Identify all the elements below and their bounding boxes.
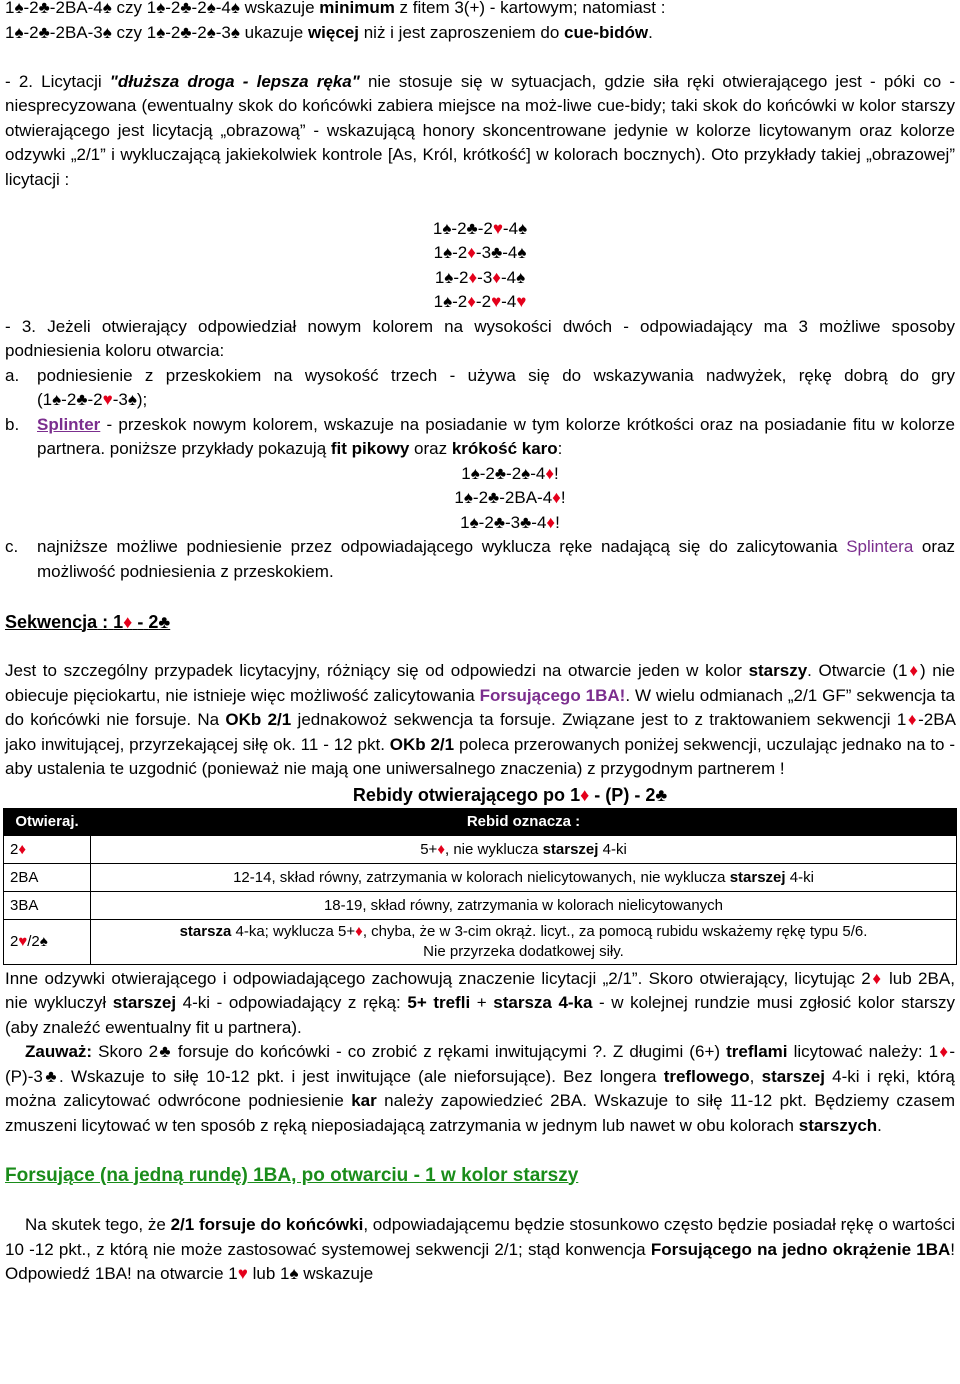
table-header-row [4,808,957,835]
point-2-paragraph: - 2. Licytacji "dłuższa droga - lepsza ręka" nie stosuje się w sytuacjach, gdzie siła ręki otwierającego jest - póki co - niesprecyzowana (ewentualny skok do końcówki zabiera miejsce na moż-liwe cue-bidy; taki skok do końcówki w kolor starszy otwierającego jest licytacją „obrazową” - wskazującą honory skoncentrowane jedynie w kolorze licytowanym oraz kolorze odzywki „2/1” i wykluczającą jakiekolwiek kontrole [As, Król, krótkość] w kolorach bocznych). Oto przykłady takiej „obrazowej” licytacji : [5,71,955,189]
meaning-cell: 12-14, skład równy, zatrzymania w kolorach nielicytowanych, nie wyklucza starszej 4-ki [91,863,957,891]
meaning-cell: starsza 4-ka; wyklucza 5+♦, chyba, że w 3-cim okrąż. licyt., za pomocą rubidu wskażemy rękę typu 5/6. Nie przyrzeka dodatkowej siły. [91,919,957,964]
heart-suit-icon: ♥ [18,933,28,950]
diamond-suit-icon: ♦ [546,512,556,532]
table-title: Rebidy otwierającego po 1♦ - (P) - 2♣ [352,784,668,805]
point-3-a: a. podniesienie z przeskokiem na wysokość trzech - używa się do wskazywania nadwyżek, rękę dobrą do gry (1♠-2♣-2♥-3♠); [5,365,955,409]
example-bid: 1♠-2♦-2♥-4♥ [433,292,527,311]
diamond-suit-icon: ♦ [545,463,555,483]
sekwencja-heading: Sekwencja : 1♦ - 2♣ [5,611,171,632]
point-3-c: c. najniższe możliwe podniesienie przez odpowiadającego wyklucza ręke nadającą się do zalicytowania Splintera oraz możliwość podniesienia z przeskokiem. [5,537,955,581]
bid-seq: 1♠-2♣-2BA-3♠ [5,22,112,42]
diamond-suit-icon: ♦ [355,922,363,940]
diamond-suit-icon: ♦ [870,968,883,988]
table-row [4,919,957,964]
splinter-link[interactable]: Splinter [37,414,101,434]
example-bid: 1♠-2♣-2♥-4♠ [432,218,528,238]
bid-line-2: 1♠-2♣-2BA-3♠ czy 1♠-2♣-2♠-3♠ ukazuje więcej niż i jest zaproszeniem do cue-bidów. [5,22,653,42]
diamond-suit-icon: ♦ [467,243,476,262]
heart-suit-icon: ♥ [516,292,527,311]
column-header: Otwieraj. [4,808,91,835]
forsujace-heading: Forsujące (na jedną rundę) 1BA, po otwarciu - 1 w kolor starszy [5,1164,579,1186]
example-bid: 1♠-2♣-2♠-4♦! [461,463,559,483]
bid-seq: 1♠-2♣-2BA-4♠ [5,0,112,17]
meaning-cell: 5+♦, nie wyklucza starszej 4-ki [91,835,957,863]
diamond-suit-icon: ♦ [552,488,561,507]
table-row [4,835,957,863]
heart-suit-icon: ♥ [492,218,503,238]
point-3-intro: - 3. Jeżeli otwierający odpowiedział nowym kolorem na wysokości dwóch - odpowiadający ma 3 możliwe sposoby podniesienia koloru otwarcia: [5,316,955,360]
heart-suit-icon: ♥ [102,390,113,409]
rebid-table [3,808,957,965]
point-2-examples [5,217,955,315]
bid-cell: 3BA [4,891,91,919]
column-header: Rebid oznacza : [91,808,957,835]
bid-line-1: 1♠-2♣-2BA-4♠ czy 1♠-2♣-2♠-4♠ wskazuje minimum z fitem 3(+) - kartowym; natomiast : [5,0,666,17]
forsujace-paragraph: Na skutek tego, że 2/1 forsuje do końcówki, odpowiadającemu będzie stosunkowo często będzie posiadał rękę o wartości 10 -12 pkt., z którą nie może zastosować systemowej sekwencji 2/1; stąd konwencja Forsującego na jedno okrążenie 1BA! Odpowiedź 1BA! na otwarcie 1♥ lub 1♠ wskazuje [5,1215,956,1283]
meaning-cell: 18-19, skład równy, zatrzymania w kolorach nielicytowanych [91,891,957,919]
table-row [4,863,957,891]
diamond-suit-icon: ♦ [938,1042,950,1061]
diamond-suit-icon: ♦ [437,840,445,858]
diamond-suit-icon: ♦ [580,784,590,805]
diamond-suit-icon: ♦ [468,267,478,287]
diamond-suit-icon: ♦ [123,611,133,632]
bid-cell: 2♥/2♠ [4,919,91,964]
table-row [4,891,957,919]
example-bid: 1♠-2♣-2BA-4♦! [454,488,566,507]
sekwencja-paragraph: Jest to szczególny przypadek licytacyjny, różniący się od odpowiedzi na otwarcie jeden w kolor starszy. Otwarcie (1♦) nie obiecuje pięciokartu, nie istnieje więc możliwość zalicytowania Forsującego 1BA!. W wielu odmianach „2/1 GF” sekwencja ta do końcówki nie forsuje. Na OKb 2/1 jednakowoż sekwencja ta forsuje. Związane jest to z traktowaniem sekwencji 1♦-2BA jako inwitującej, przyrzekającej siłę ok. 11 - 12 pkt. OKb 2/1 poleca przerowanych poniżej sekwencji, uczulając jednako na to - aby ustalenia te uzgodnić (ponieważ nie mają one uniwersalnego znaczenia) z przygodnym partnerem ! [5,661,955,778]
bid-seq: 1♠-2♣-2♠-3♠ [146,22,240,42]
bid-cell: 2BA [4,863,91,891]
diamond-suit-icon: ♦ [907,661,920,680]
example-bid: 1♠-2♦-3♦-4♠ [434,267,526,287]
heart-suit-icon: ♥ [237,1264,248,1283]
example-bid: 1♠-2♦-3♣-4♠ [433,243,527,262]
bid-cell: 2♦ [4,835,91,863]
example-bid: 1♠-2♣-3♣-4♦! [460,512,560,532]
diamond-suit-icon: ♦ [467,292,476,311]
document-page [5,0,955,1287]
after-table-paragraph-1: Inne odzywki otwierającego i odpowiadającego zachowują znaczenie licytacji „2/1”. Skoro otwierający, licytując 2♦ lub 2BA, nie wykluczył starszej 4-ki - odpowiadający z ręką: 5+ trefli + starsza 4-ka - w kolejnej rundzie musi zgłosić kolor starszy (aby znaleźć ewentualny fit u partnera). [5,968,956,1037]
bid-seq: 1♠-2♣-2♠-4♠ [146,0,240,17]
splinter-examples [65,462,955,536]
after-table-paragraph-2: Zauważ: Skoro 2♣ forsuje do końcówki - co zrobić z rękami inwitującymi ?. Z długimi (6+) treflami licytować należy: 1♦-(P)-3♣. Wskazuje to siłę 10-12 pkt. i jest inwitujące (ale nieforsujące). Bez longera treflowego, starszej 4-ki i ręki, którą można zalicytować odwrócone podniesienie kar należy zapowiedzieć 2BA. Wskazuje to siłę 11-12 pkt. Będziemy czasem zmuszeni licytować w ten sposób z ręką nieposiadającą zatrzymania w jednym lub nawet w obu kolorach starszych. [5,1042,956,1135]
diamond-suit-icon: ♦ [492,267,501,287]
diamond-suit-icon: ♦ [906,710,919,729]
diamond-suit-icon: ♦ [18,840,26,858]
heart-suit-icon: ♥ [491,292,502,311]
point-3-b: b. Splinter - przeskok nowym kolorem, wskazuje na posiadanie w tym kolorze krótkości oraz na posiadanie fitu w kolorze partnera. poniższe przykłady pokazują fit pikowy oraz krókość karo: [5,414,955,458]
